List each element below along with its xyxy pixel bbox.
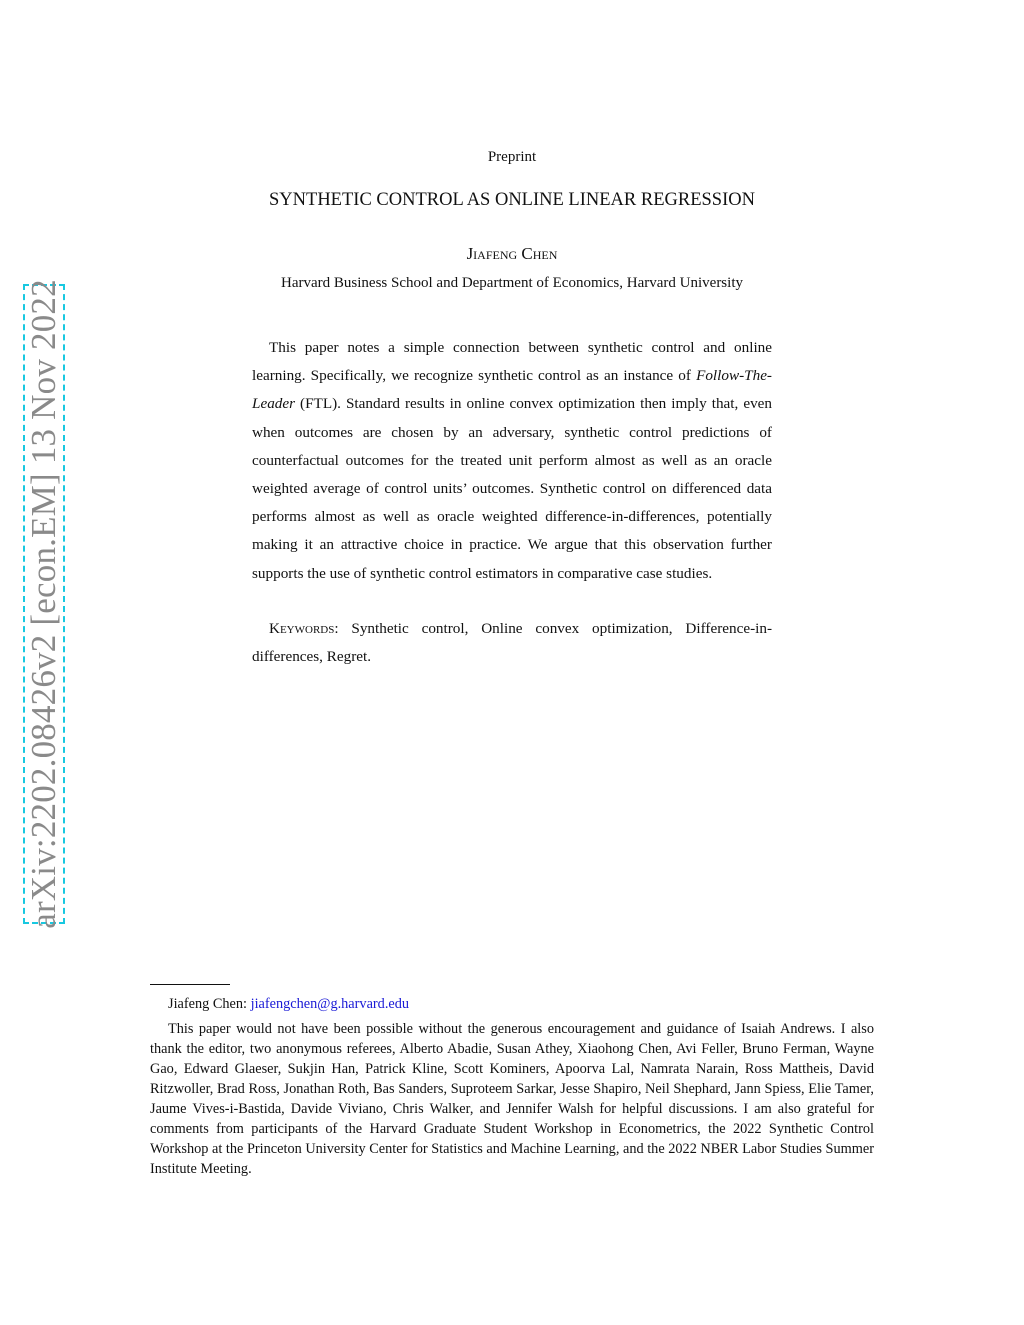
keywords bbox=[252, 615, 772, 671]
abstract-text-end: (FTL). Standard results in online convex optimization then imply that, even when outcomes are chosen by an adversary, synthetic control predictions of counterfactual outcomes for the treated unit perform almost as well as an oracle weighted average of control units’ outcomes. Synthetic control on differenced data performs almost as well as oracle weighted difference-in-differences, potentially making it an attractive choice in practice. We argue that this observation further supports the use of synthetic control estimators in comparative case studies. bbox=[252, 395, 772, 582]
preprint-label: Preprint bbox=[487, 149, 537, 165]
author-affiliation: Harvard Business School and Department of Economics, Harvard University bbox=[281, 275, 743, 291]
keywords-label: Keywords: bbox=[269, 620, 339, 637]
footnote-acknowledgment: This paper would not have been possible without the generous encouragement and guidance of Isaiah Andrews. I also thank the editor, two anonymous referees, Alberto Abadie, Susan Athey, Xiaohong Chen, Avi Feller, Bruno Ferman, Wayne Gao, Edward Glaeser, Sukjin Han, Patrick Kline, Scott Kominers, Apoorva Lal, Namrata Narain, Ross Mattheis, David Ritzwoller, Brad Ross, Jonathan Roth, Bas Sanders, Suproteem Sarkar, Jesse Shapiro, Neil Shephard, Jann Spiess, Elie Tamer, Jaume Vives-i-Bastida, Davide Viviano, Chris Walker, and Jennifer Walsh for helpful discussions. I am also grateful for comments from participants of the Harvard Graduate Student Workshop in Econometrics, the 2022 Synthetic Control Workshop at the Princeton University Center for Statistics and Machine Learning, and the 2022 NBER Labor Studies Summer Institute Meeting. bbox=[150, 1021, 874, 1177]
author-name: Jiafeng Chen bbox=[466, 244, 558, 263]
footnote-contact bbox=[150, 994, 874, 1014]
abstract-text-start: This paper notes a simple connection between synthetic control and online learning. Specifically, we recognize synthetic control as an instance of bbox=[252, 339, 772, 385]
abstract-emphasis: Follow-The-Leader bbox=[252, 367, 772, 413]
footnote-contact-label: Jiafeng Chen: bbox=[168, 996, 251, 1012]
footnote-divider bbox=[150, 984, 230, 985]
paper-title: SYNTHETIC CONTROL AS ONLINE LINEAR REGRESSION bbox=[269, 190, 755, 210]
keywords-text: Synthetic control, Online convex optimization, Difference-in-differences, Regret. bbox=[252, 620, 772, 665]
author-email-link[interactable]: jiafengchen@g.harvard.edu bbox=[250, 996, 410, 1012]
abstract bbox=[252, 334, 772, 588]
arxiv-identifier-stamp[interactable]: arXiv:2202.08426v2 [econ.EM] 13 Nov 2022 bbox=[24, 279, 63, 929]
